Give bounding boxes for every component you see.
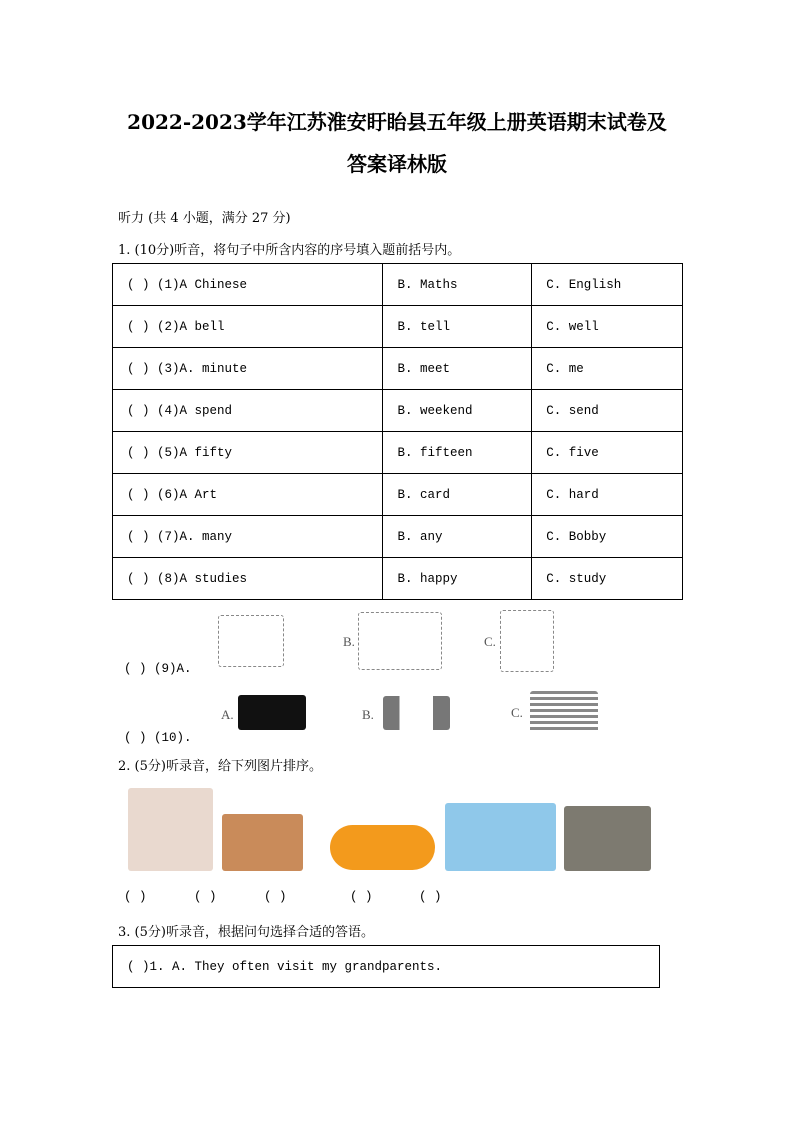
table-cell: B. happy — [383, 558, 532, 600]
football-picture — [500, 610, 554, 672]
canada-flag-picture — [383, 696, 450, 730]
order-blank[interactable]: ( ) — [264, 890, 287, 904]
children-beach-picture — [564, 806, 651, 871]
table-row — [113, 474, 683, 516]
q10-option-a: A. — [221, 707, 234, 722]
fishing-picture — [445, 803, 556, 871]
table-cell: ( ) (1)A Chinese — [113, 264, 383, 306]
order-blank[interactable]: ( ) — [419, 890, 442, 904]
table-cell: C. send — [532, 390, 683, 432]
table-cell: B. card — [383, 474, 532, 516]
table-cell: B. fifteen — [383, 432, 532, 474]
table-cell: C. hard — [532, 474, 683, 516]
document-title-line2: 答案译林版 — [347, 152, 447, 176]
table-row — [113, 306, 683, 348]
q9-option-b: B. — [343, 634, 355, 649]
q3-prompt: 3. (5分)听录音，根据问句选择合适的答语。 — [118, 925, 374, 940]
table-cell: B. meet — [383, 348, 532, 390]
table-cell: ( ) (7)A. many — [113, 516, 383, 558]
table-row — [113, 558, 683, 600]
table-cell: B. Maths — [383, 264, 532, 306]
table-cell: C. Bobby — [532, 516, 683, 558]
table-cell: C. well — [532, 306, 683, 348]
section-heading: 听力 (共 4 小题，满分 27 分) — [118, 211, 291, 226]
table-cell: ( ) (5)A fifty — [113, 432, 383, 474]
table-cell: B. tell — [383, 306, 532, 348]
table-cell: ( ) (3)A. minute — [113, 348, 383, 390]
q2-prompt: 2. (5分)听录音，给下列图片排序。 — [118, 759, 322, 774]
table-cell: ( ) (2)A bell — [113, 306, 383, 348]
order-blank[interactable]: ( ) — [194, 890, 217, 904]
table-cell: B. weekend — [383, 390, 532, 432]
table-row — [113, 516, 683, 558]
q1-table — [112, 263, 683, 600]
swimming-picture — [218, 615, 284, 667]
usa-flag-picture — [530, 691, 598, 733]
table-cell: C. English — [532, 264, 683, 306]
q10-option-c: C. — [511, 705, 523, 720]
table-cell: C. five — [532, 432, 683, 474]
table-row — [113, 432, 683, 474]
q9-label: ( ) (9)A. — [124, 662, 192, 676]
fish-picture — [222, 814, 303, 871]
table-cell: ( ) (6)A Art — [113, 474, 383, 516]
table-cell: C. study — [532, 558, 683, 600]
q3-table — [112, 945, 660, 988]
table-cell: ( ) (4)A spend — [113, 390, 383, 432]
table-row — [113, 348, 683, 390]
australia-flag-picture — [238, 695, 306, 730]
order-blank[interactable]: ( ) — [124, 890, 147, 904]
oranges-picture — [330, 825, 435, 870]
document-title-line1: 2022-2023学年江苏淮安盱眙县五年级上册英语期末试卷及 — [127, 110, 667, 134]
q1-prompt: 1. (10分)听音，将句子中所含内容的序号填入题前括号内。 — [118, 243, 461, 258]
table-cell: ( ) (8)A studies — [113, 558, 383, 600]
q10-label: ( ) (10). — [124, 731, 192, 745]
table-row — [113, 264, 683, 306]
running-picture — [358, 612, 442, 670]
table-row — [113, 390, 683, 432]
q9-option-c: C. — [484, 634, 496, 649]
table-cell: C. me — [532, 348, 683, 390]
order-blank[interactable]: ( ) — [350, 890, 373, 904]
q3-item-1: ( )1. A. They often visit my grandparents. — [127, 960, 443, 974]
q10-option-b: B. — [362, 707, 374, 722]
girl-apple-picture — [128, 788, 213, 871]
table-cell: B. any — [383, 516, 532, 558]
